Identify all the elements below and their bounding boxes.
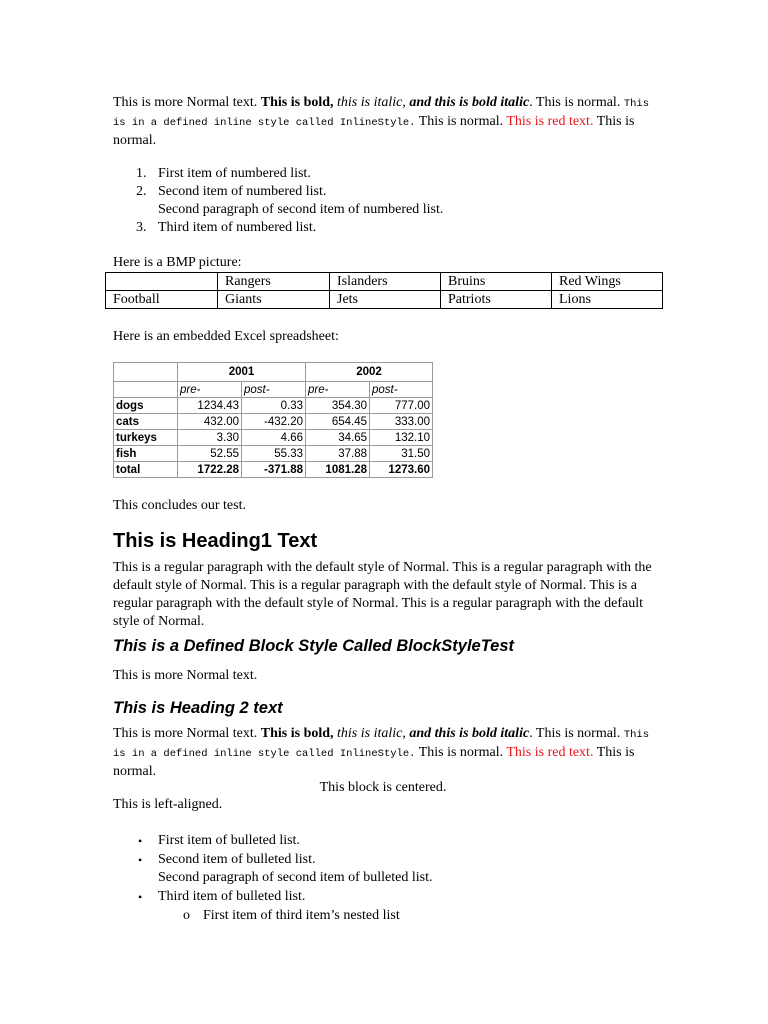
block-style-heading: This is a Defined Block Style Called BlockStyleTest: [113, 637, 515, 655]
normal-text: . This is normal.: [529, 726, 624, 741]
excel-caption: Here is an embedded Excel spreadsheet:: [113, 329, 339, 344]
conclusion-text: This concludes our test.: [113, 498, 246, 513]
comma: ,: [402, 726, 410, 741]
bold-italic-text: and this is bold italic: [409, 95, 530, 110]
italic-text: this is italic: [337, 726, 403, 741]
normal-text: This is normal.: [113, 114, 635, 148]
table-row: cats 432.00 -432.20 654.45 333.00: [114, 414, 433, 430]
bmp-caption: Here is a BMP picture:: [113, 255, 242, 270]
heading-1: This is Heading1 Text: [113, 530, 318, 552]
left-aligned-text: This is left-aligned.: [113, 797, 223, 812]
heading-2: This is Heading 2 text: [113, 699, 283, 717]
table-row-total: total 1722.28 -371.88 1081.28 1273.60: [114, 462, 433, 478]
bmp-picture-table: [105, 272, 663, 309]
comma: ,: [402, 95, 410, 110]
centered-text: This block is centered.: [319, 780, 447, 795]
normal-text: This is more Normal text.: [113, 726, 261, 741]
bullet-icon: •: [138, 890, 143, 904]
inline-style-text: This is in a defined inline style called InlineStyle.: [113, 729, 650, 760]
mixed-style-paragraph-1: [113, 94, 653, 150]
table-row: pre- post- pre- post-: [114, 382, 433, 398]
bold-text: This is bold,: [260, 95, 338, 110]
table-row: Rangers Islanders Bruins Red Wings: [106, 273, 663, 291]
normal-text: This is normal.: [415, 114, 507, 129]
bold-italic-text: and this is bold italic: [409, 726, 530, 741]
normal-text: This is more Normal text.: [113, 95, 261, 110]
mixed-style-paragraph-2: [113, 725, 653, 781]
year-header: 2002: [306, 363, 433, 382]
excel-spreadsheet: [113, 362, 433, 478]
bold-text: This is bold,: [260, 726, 338, 741]
red-text: This is red text.: [506, 745, 594, 760]
more-normal-text: This is more Normal text.: [113, 668, 258, 683]
year-header: 2001: [178, 363, 306, 382]
table-row: fish 52.55 55.33 37.88 31.50: [114, 446, 433, 462]
bullet-icon: •: [138, 853, 143, 867]
red-text: This is red text.: [506, 114, 594, 129]
bulleted-list: • First item of bulleted list. • Second item of bulleted list. Second paragraph of second item of bulleted list. • Third item of bulleted list. o First item of third item’s nested list: [138, 833, 433, 923]
hollow-bullet-icon: o: [183, 908, 190, 923]
inline-style-text: This is in a defined inline style called InlineStyle.: [113, 98, 650, 129]
normal-text: This is normal.: [113, 745, 635, 779]
table-row: Football Giants Jets Patriots Lions: [106, 291, 663, 309]
table-row: dogs 1234.43 0.33 354.30 777.00: [114, 398, 433, 414]
table-row: [114, 363, 433, 382]
numbered-list: 1. First item of numbered list. 2. Second item of numbered list. Second paragraph of second item of numbered list. 3. Third item of numbered list.: [136, 166, 444, 235]
regular-paragraph: This is a regular paragraph with the default style of Normal. This is a regular paragraph with the default style of Normal. This is a regular paragraph with the default style of Normal. This is a regular paragraph with the default style of Normal. This is a regular paragraph with the default style of Normal.: [113, 560, 652, 629]
table-row: turkeys 3.30 4.66 34.65 132.10: [114, 430, 433, 446]
normal-text: This is normal.: [415, 745, 507, 760]
bullet-icon: •: [138, 834, 143, 848]
italic-text: this is italic: [337, 95, 403, 110]
normal-text: . This is normal.: [529, 95, 624, 110]
